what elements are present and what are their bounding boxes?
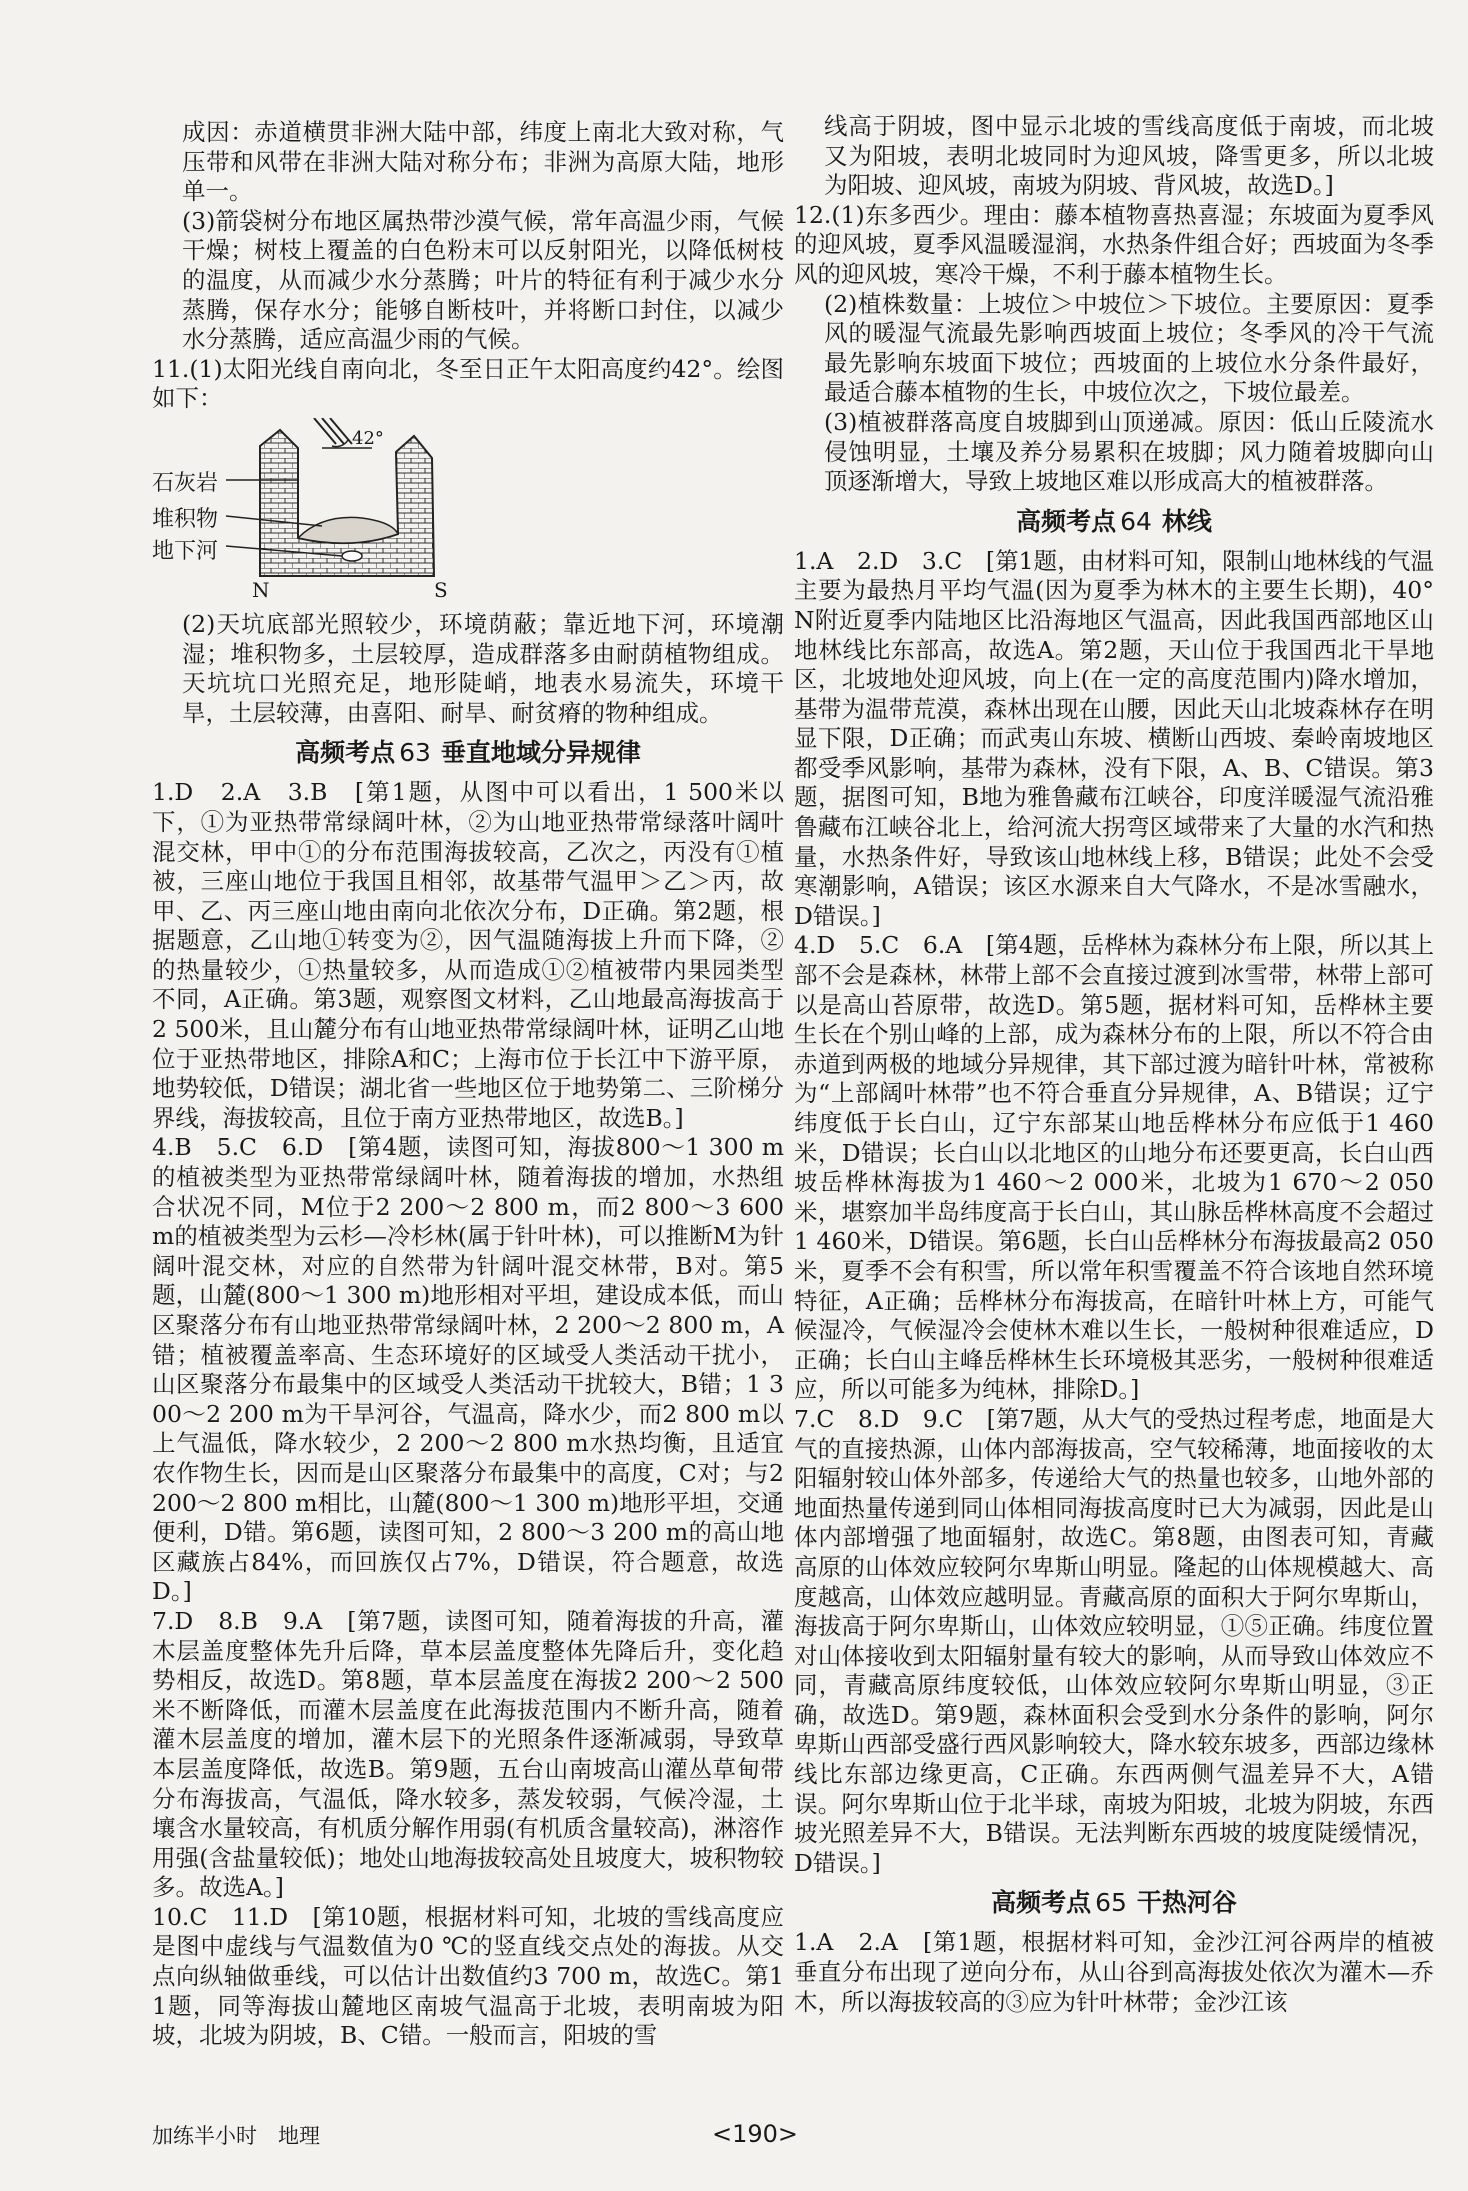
south-label: S: [434, 577, 448, 602]
book-title-footer: 加练半小时 地理: [152, 2124, 320, 2148]
heading-title: 干热河谷: [1136, 1888, 1237, 1918]
section-heading-64: [794, 507, 1434, 537]
heading-number: 65: [1095, 1888, 1127, 1918]
sinkhole-svg: [152, 418, 784, 604]
answer-block: 4.B 5.C 6.D [第4题，读图可知，海拔800～1 300 m的植被类型为亚热带常绿阔叶林，随着海拔的增加，水热组合状况不同，M位于2 200～2 800 m，而2 800～3 600 m的植被类型为云杉—冷杉林(属于针叶林)，可以推断M为针阔叶混交林，对应的自然带为针阔叶混交林带，B对。第5题，山麓(800～1 300 m)地形相对平坦，建设成本低，而山区聚落分布有山地亚热带常绿阔叶林，2 200～2 800 m，A错；植被覆盖率高、生态环境好的区域受人类活动干扰小，山区聚落分布最集中的区域受人类活动干扰较大，B错；1 300～2 200 m为干旱河谷，气温高，降水少，而2 800 m以上气温低，降水较少，2 200～2 800 m水热均衡，且适宜农作物生长，因而是山区聚落分布最集中的高度，C对；与2 200～2 800 m相比，山麓(800～1 300 m)地形平坦，交通便利，D错。第6题，读图可知，2 800～3 200 m的高山地区藏族占84%，而回族仅占7%，D错误，符合题意，故选D。]: [152, 1133, 784, 1606]
section-heading-65: [794, 1888, 1434, 1918]
heading-label: 高频考点: [295, 738, 396, 768]
answer-continued: 线高于阴坡，图中显示北坡的雪线高度低于南坡，而北坡又为阳坡，表明北坡同时为迎风坡，降雪更多，所以北坡为阳坡、迎风坡，南坡为阴坡、背风坡，故选D。]: [824, 112, 1434, 200]
right-column: [794, 112, 1434, 2017]
heading-title: 林线: [1161, 506, 1212, 536]
answer-block: 1.A 2.A [第1题，根据材料可知，金沙江河谷两岸的植被垂直分布出现了逆向分布，从山谷到高海拔处依次为灌木—乔木，所以海拔较高的③应为针叶林带；金沙江该: [794, 1928, 1434, 2016]
page-number: <190>: [712, 2120, 799, 2148]
river-label: 地下河: [152, 538, 219, 564]
answer-paragraph: (3)植被群落高度自坡脚到山顶递减。原因：低山丘陵流水侵蚀明显，土壤及养分易累积在坡脚；风力随着坡脚向山顶逐渐增大，导致上坡地区难以形成高大的植被群落。: [824, 407, 1434, 496]
heading-label: 高频考点: [1016, 506, 1117, 536]
answer-paragraph: 成因：赤道横贯非洲大陆中部，纬度上南北大致对称，气压带和风带在非洲大陆对称分布；非洲为高原大陆，地形单一。: [182, 118, 784, 206]
answer-block: 7.C 8.D 9.C [第7题，从大气的受热过程考虑，地面是大气的直接热源，山体内部海拔高，空气较稀薄，地面接收的太阳辐射较山体外部多，传递给大气的热量也较多，山地外部的地面热量传递到同山体相同海拔高度时已大为减弱，因此是山体内部增强了地面辐射，故选C。第8题，由图表可知，青藏高原的山体效应较阿尔卑斯山明显。隆起的山体规模越大、高度越高，山体效应越明显。青藏高原的面积大于阿尔卑斯山，海拔高于阿尔卑斯山，山体效应较明显，①⑤正确。纬度位置对山体接收到太阳辐射量有较大的影响，从而导致山体效应不同，青藏高原纬度较低，山体效应较阿尔卑斯山明显，③正确，故选D。第9题，森林面积会受到水分条件的影响，阿尔卑斯山西部受盛行西风影响较大，降水较东坡多，西部边缘林线比东部边缘更高，C正确。东西两侧气温差异不大，A错误。阿尔卑斯山位于北半球，南坡为阳坡，北坡为阴坡，东西坡光照差异不大，B错误。无法判断东西坡的坡度陡缓情况，D错误。]: [794, 1404, 1434, 1877]
heading-label: 高频考点: [991, 1888, 1092, 1918]
answer-paragraph: (2)植株数量：上坡位＞中坡位＞下坡位。主要原因：夏季风的暖湿气流最先影响西坡面上坡位；冬季风的冷干气流最先影响东坡面下坡位；西坡面的上坡位水分条件最好，最适合藤本植物的生长，中坡位次之，下坡位最差。: [824, 289, 1434, 407]
angle-label: 42°: [352, 427, 384, 449]
heading-title: 垂直地域分异规律: [440, 738, 641, 768]
sinkhole-diagram: [152, 418, 784, 604]
answer-block: 10.C 11.D [第10题，根据材料可知，北坡的雪线高度应是图中虚线与气温数值为0 ℃的竖直线交点处的海拔。从交点向纵轴做垂线，可以估计出数值约3 700 m，故选C。第11题，同等海拔山麓地区南坡气温高于北坡，表明南坡为阳坡，北坡为阴坡，B、C错。一般而言，阳坡的雪: [152, 1902, 784, 2050]
answer-block: 7.D 8.B 9.A [第7题，读图可知，随着海拔的升高，灌木层盖度整体先升后降，草本层盖度整体先降后升，变化趋势相反，故选D。第8题，草本层盖度在海拔2 200～2 500米不断降低，而灌木层盖度在此海拔范围内不断升高，随着灌木层盖度的增加，灌木层下的光照条件逐渐减弱，导致草本层盖度降低，故选B。第9题，五台山南坡高山灌丛草甸带分布海拔高，气温低，降水较多，蒸发较弱，气候冷湿，土壤含水量较高，有机质分解作用弱(有机质含量较高)，淋溶作用强(含盐量较低)；地处山地海拔较高处且坡度大，坡积物较多。故选A。]: [152, 1606, 784, 1902]
heading-number: 64: [1120, 506, 1152, 536]
limestone-label: 石灰岩: [152, 470, 219, 496]
question-12: 12.(1)东多西少。理由：藤本植物喜热喜湿；东坡面为夏季风的迎风坡，夏季风温暖湿润，水热条件组合好；西坡面为冬季风的迎风坡，寒冷干燥，不利于藤本植物生长。: [794, 200, 1434, 288]
left-column: [152, 118, 784, 2051]
answer-paragraph: (3)箭袋树分布地区属热带沙漠气候，常年高温少雨，气候干燥；树枝上覆盖的白色粉末可以反射阳光，以降低树枝的温度，从而减少水分蒸腾；叶片的特征有利于减少水分蒸腾，保存水分；能够自断枝叶，并将断口封住，以减少水分蒸腾，适应高温少雨的气候。: [182, 206, 784, 354]
answer-paragraph: (2)天坑底部光照较少，环境荫蔽；靠近地下河，环境潮湿；堆积物多，土层较厚，造成群落多由耐荫植物组成。天坑坑口光照充足，地形陡峭，地表水易流失，环境干旱，土层较薄，由喜阳、耐旱、耐贫瘠的物种组成。: [182, 609, 784, 727]
answer-block: 1.A 2.D 3.C [第1题，由材料可知，限制山地林线的气温主要为最热月平均气温(因为夏季为林木的主要生长期)，40°N附近夏季内陆地区比沿海地区气温高，因此我国西部地区山地林线比东部高，故选A。第2题，天山位于我国西北干旱地区，北坡地处迎风坡，向上(在一定的高度范围内)降水增加，基带为温带荒漠，森林出现在山腰，因此天山北坡森林存在明显下限，D正确；而武夷山东坡、横断山西坡、秦岭南坡地区都受季风影响，基带为森林，没有下限，A、B、C错误。第3题，据图可知，B地为雅鲁藏布江峡谷，印度洋暖湿气流沿雅鲁藏布江峡谷北上，给河流大拐弯区域带来了大量的水汽和热量，水热条件好，导致该山地林线上移，B错误；此处不会受寒潮影响，A错误；该区水源来自大气降水，不是冰雪融水，D错误。]: [794, 546, 1434, 930]
sediment-label: 堆积物: [152, 506, 219, 532]
underground-river: [342, 551, 362, 561]
answer-block: 4.D 5.C 6.A [第4题，岳桦林为森林分布上限，所以其上部不会是森林，林带上部不会直接过渡到冰雪带，林带上部可以是高山苔原带，故选D。第5题，据材料可知，岳桦林主要生长在个别山峰的上部，成为森林分布的上限，所以不符合由赤道到两极的地域分异规律，其下部过渡为暗针叶林，常被称为“上部阔叶林带”也不符合垂直分异规律，A、B错误；辽宁纬度低于长白山，辽宁东部某山地岳桦林分布应低于1 460米，D错误；长白山以北地区的山地分布还要更高，长白山西坡岳桦林海拔为1 460～2 000米，北坡为1 670～2 050米，堪察加半岛纬度高于长白山，其山脉岳桦林高度不会超过1 460米，D错误。第6题，长白山岳桦林分布海拔最高2 050米，夏季不会有积雪，所以常年积雪覆盖不符合该地自然环境特征，A正确；岳桦林分布海拔高，在暗针叶林上方，可能气候湿冷，气候湿冷会使林木难以生长，一般树种很难适应，D正确；长白山主峰岳桦林生长环境极其恶劣，一般树种很难适应，所以可能多为纯林，排除D。]: [794, 931, 1434, 1404]
sun-rays: [314, 418, 352, 444]
answer-block: 1.D 2.A 3.B [第1题，从图中可以看出，1 500米以下，①为亚热带常绿阔叶林，②为山地亚热带常绿落叶阔叶混交林，甲中①的分布范围海拔较高，乙次之，丙没有①植被，三座山地位于我国且相邻，故基带气温甲＞乙＞丙，故甲、乙、丙三座山地由南向北依次分布，D正确。第2题，根据题意，乙山地①转变为②，因气温随海拔上升而下降，②的热量较少，①热量较多，从而造成①②植被带内果园类型不同，A正确。第3题，观察图文材料，乙山地最高海拔高于2 500米，且山麓分布有山地亚热带常绿阔叶林，证明乙山地位于亚热带地区，排除A和C；上海市位于长江中下游平原，地势较低，D错误；湖北省一些地区位于地势第二、三阶梯分界线，海拔较高，且位于南方亚热带地区，故选B。]: [152, 778, 784, 1132]
heading-number: 63: [399, 738, 431, 768]
north-label: N: [252, 577, 270, 602]
question-11: 11.(1)太阳光线自南向北，冬至日正午太阳高度约42°。绘图如下：: [152, 354, 784, 413]
section-heading-63: [152, 738, 784, 768]
